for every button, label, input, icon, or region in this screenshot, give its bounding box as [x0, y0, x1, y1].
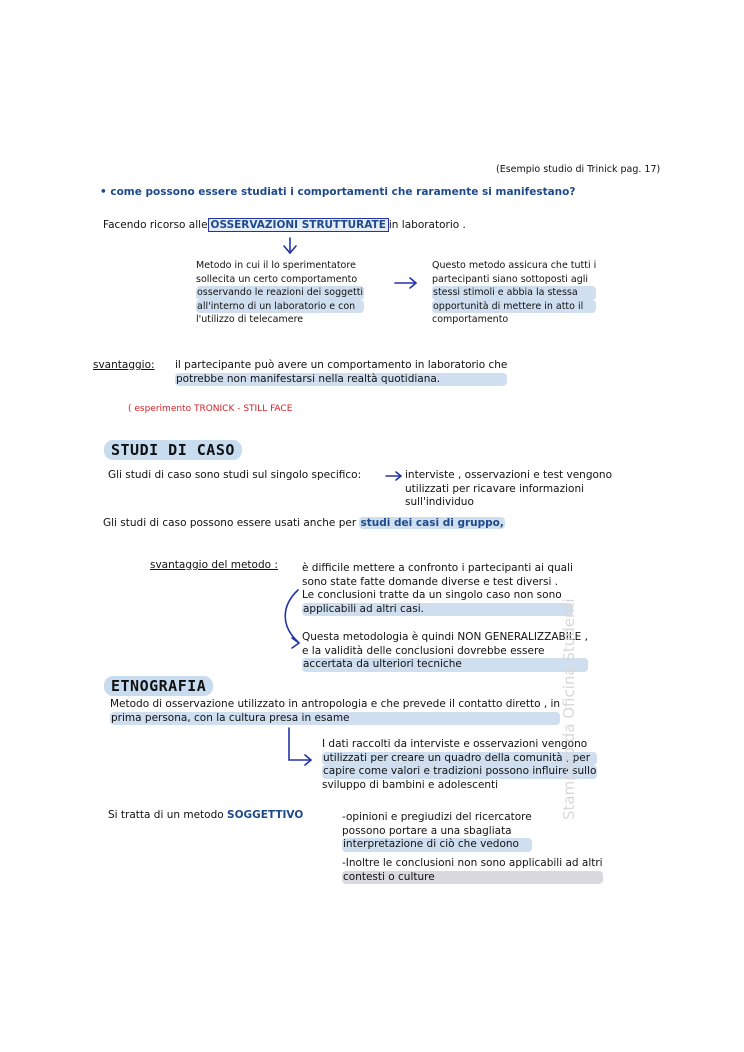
- curve-brace-icon: [285, 590, 298, 642]
- red-note: ( esperimento TRONICK - STILL FACE: [128, 404, 293, 414]
- header-note: (Esempio studio di Trinick pag. 17): [496, 164, 661, 175]
- etno-right-line: utilizzati per creare un quadro della comunità , per: [322, 752, 597, 766]
- studi-line2-before: Gli studi di caso possono essere usati anche per: [103, 517, 357, 529]
- studi-right: [405, 469, 612, 510]
- method-left-line: l'utilizzo di telecamere: [196, 314, 304, 325]
- studi-heading: STUDI DI CASO: [104, 440, 242, 460]
- method-left-line: osservando le reazioni dei soggetti: [197, 287, 364, 298]
- metodologia-line: accertata da ulteriori tecniche: [302, 658, 588, 672]
- svantaggio-label: svantaggio:: [93, 359, 155, 371]
- obs-box: OSSERVAZIONI STRUTTURATE: [208, 218, 389, 232]
- method-right-line: Questo metodo assicura che tutti i: [432, 260, 597, 271]
- etno-right-line: sviluppo di bambini e adolescenti: [322, 778, 499, 791]
- studi-right-line: interviste , osservazioni e test vengono: [405, 469, 613, 481]
- soggettivo-before: Si tratta di un metodo: [108, 809, 224, 821]
- studi-right-line: sull'individuo: [405, 496, 474, 508]
- svantaggio-metodo-text: [302, 562, 573, 616]
- soggettivo-right2: [342, 857, 603, 884]
- svantaggio-line: potrebbe non manifestarsi nella realtà quotidiana.: [175, 373, 507, 387]
- svantaggio-text: [175, 359, 507, 386]
- etno-right-line: capire come valori e tradizioni possono influire sullo: [323, 765, 597, 777]
- soggettivo-right-line: possono portare a una sbagliata: [342, 824, 512, 837]
- soggettivo-right1: [342, 811, 532, 852]
- soggettivo-line: [108, 809, 303, 823]
- svantaggio-metodo-label: svantaggio del metodo :: [150, 559, 278, 571]
- svantaggio-metodo-line: applicabili ad altri casi.: [302, 603, 573, 617]
- etno-right-line: I dati raccolti da interviste e osservazioni vengono: [322, 738, 588, 750]
- svantaggio-metodo-line: Le conclusioni tratte da un singolo caso non sono: [302, 589, 562, 601]
- soggettivo-right-line: -opinioni e pregiudizi del ricercatore: [342, 811, 532, 823]
- method-right-line: partecipanti siano sottoposti agli: [432, 273, 589, 285]
- method-left-line: Metodo in cui il lo sperimentatore: [196, 260, 356, 271]
- method-right: [432, 259, 596, 327]
- svantaggio-line: il partecipante può avere un comportamento in laboratorio che: [175, 359, 508, 371]
- studi-line2: [103, 517, 505, 531]
- svantaggio-metodo-line: sono state fatte domande diverse e test diversi .: [302, 575, 559, 588]
- watermark: Stampato da Oficina Studenti: [560, 598, 578, 820]
- soggettivo-hl: SOGGETTIVO: [227, 809, 304, 821]
- studi-line2-hl: studi dei casi di gruppo,: [360, 517, 504, 529]
- studi-right-line: utilizzati per ricavare informazioni: [405, 482, 585, 495]
- method-left-line: all'interno di un laboratorio e con: [196, 300, 364, 314]
- method-left: [196, 259, 364, 327]
- etno-right: [322, 738, 597, 792]
- obs-intro-before: Facendo ricorso alle: [103, 219, 208, 231]
- metodologia-line: e la validità delle conclusioni dovrebbe essere: [302, 644, 545, 657]
- studi-line1: Gli studi di caso sono studi sul singolo specifico:: [108, 469, 362, 481]
- method-right-line: comportamento: [432, 314, 509, 325]
- method-right-line: stessi stimoli e abbia la stessa: [432, 286, 596, 300]
- metodologia-line: Questa metodologia è quindi NON GENERALIZZABILE ,: [302, 631, 588, 643]
- question-line: • come possono essere studiati i comportamenti che raramente si manifestano?: [100, 186, 576, 198]
- soggettivo-right-line: interpretazione di ciò che vedono: [342, 838, 532, 852]
- obs-intro-after: in laboratorio .: [388, 219, 466, 231]
- etno-line: Metodo di osservazione utilizzato in antropologia e che prevede il contatto diretto , in: [110, 698, 561, 710]
- arrow-etno-icon: [289, 728, 310, 760]
- etno-line: prima persona, con la cultura presa in esame: [110, 712, 560, 726]
- method-right-line: opportunità di mettere in atto il: [432, 300, 596, 314]
- metodologia-text: [302, 631, 588, 672]
- soggettivo-right2-line: contesti o culture: [342, 871, 603, 885]
- soggettivo-right2-line: -Inoltre le conclusioni non sono applicabili ad altri: [342, 857, 603, 869]
- svantaggio-metodo-line: è difficile mettere a confronto i partecipanti ai quali: [302, 562, 573, 574]
- etno-text: [110, 698, 560, 725]
- obs-intro: [103, 219, 466, 233]
- etno-heading: ETNOGRAFIA: [104, 676, 213, 696]
- method-left-line: sollecita un certo comportamento: [196, 273, 358, 285]
